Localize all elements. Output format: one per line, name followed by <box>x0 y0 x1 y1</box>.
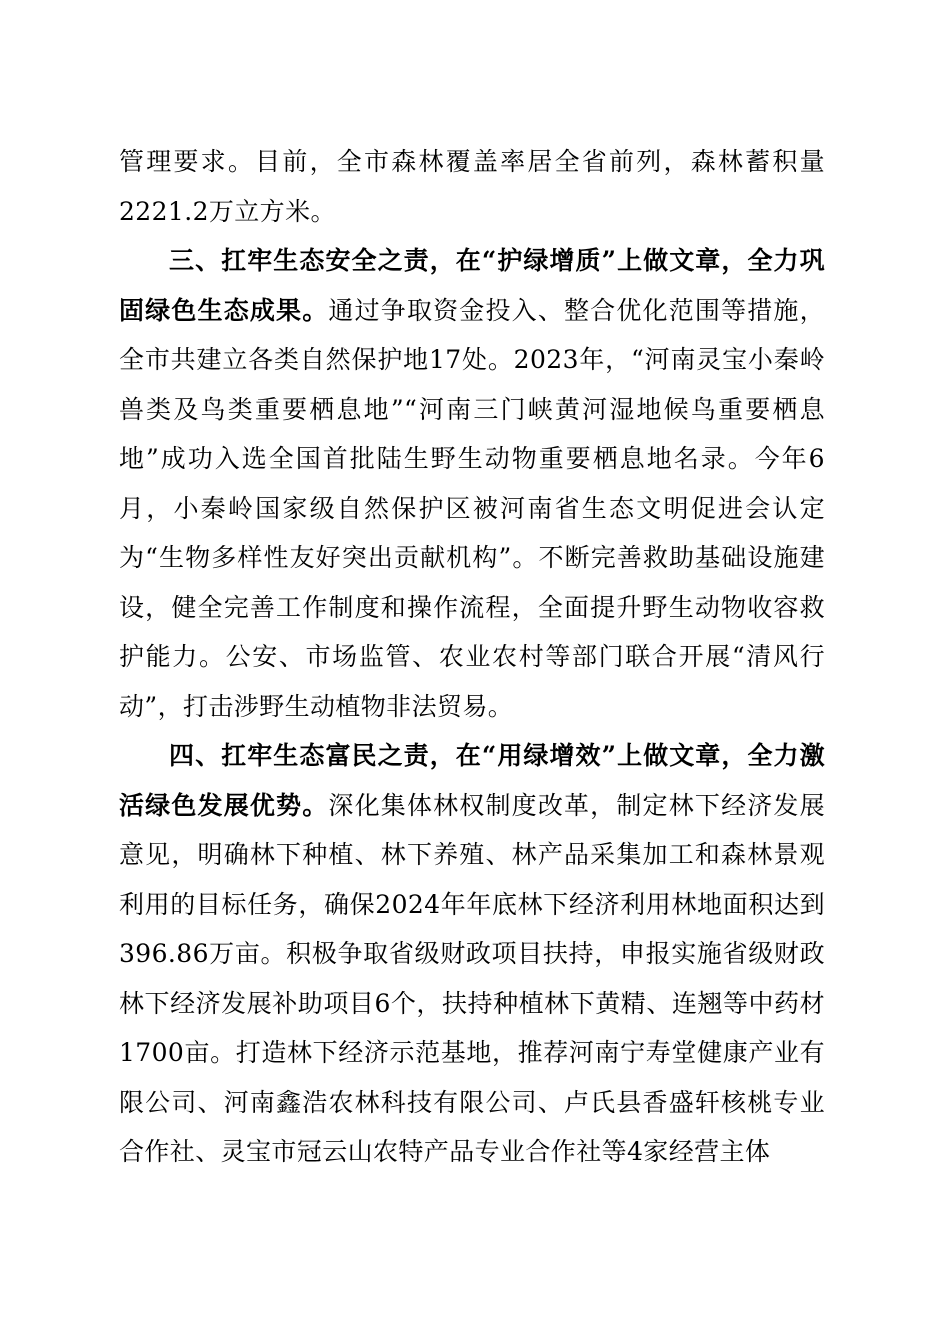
section-heading-four: 四、扛牢生态富民之责，在“用绿增效”上做文章，全力激活绿色发展优势。 <box>119 741 825 820</box>
section-heading-three: 三、扛牢生态安全之责，在“护绿增质”上做文章，全力巩固绿色生态成果。 <box>119 246 825 325</box>
paragraph-text: 管理要求。目前，全市森林覆盖率居全省前列，森林蓄积量2221.2万立方米。 <box>119 147 825 226</box>
paragraph-text: 通过争取资金投入、整合优化范围等措施，全市共建立各类自然保护地17处。2023年，“河南灵宝小秦岭兽类及鸟类重要栖息地”“河南三门峡黄河湿地候鸟重要栖息地”成功入选全国首批陆生野生动物重要栖息地名录。今年6月，小秦岭国家级自然保护区被河南省生态文明促进会认定为“生物多样性友好突出贡献机构”。不断完善救助基础设施建设，健全完善工作制度和操作流程，全面提升野生动物收容救护能力。公安、市场监管、农业农村等部门联合开展“清风行动”，打击涉野生动植物非法贸易。 <box>119 295 825 721</box>
document-body <box>119 137 825 1177</box>
paragraph-forest-coverage <box>119 137 825 236</box>
paragraph-ecological-prosperity <box>119 731 825 1177</box>
paragraph-ecological-security <box>119 236 825 731</box>
paragraph-text: 深化集体林权制度改革，制定林下经济发展意见，明确林下种植、林下养殖、林产品采集加工和森林景观利用的目标任务，确保2024年年底林下经济利用林地面积达到396.86万亩。积极争取省级财政项目扶持，申报实施省级财政林下经济发展补助项目6个，扶持种植林下黄精、连翘等中药材1700亩。打造林下经济示范基地，推荐河南宁寿堂健康产业有限公司、河南鑫浩农林科技有限公司、卢氏县香盛轩核桃专业合作社、灵宝市冠云山农特产品专业合作社等4家经营主体 <box>119 790 825 1166</box>
